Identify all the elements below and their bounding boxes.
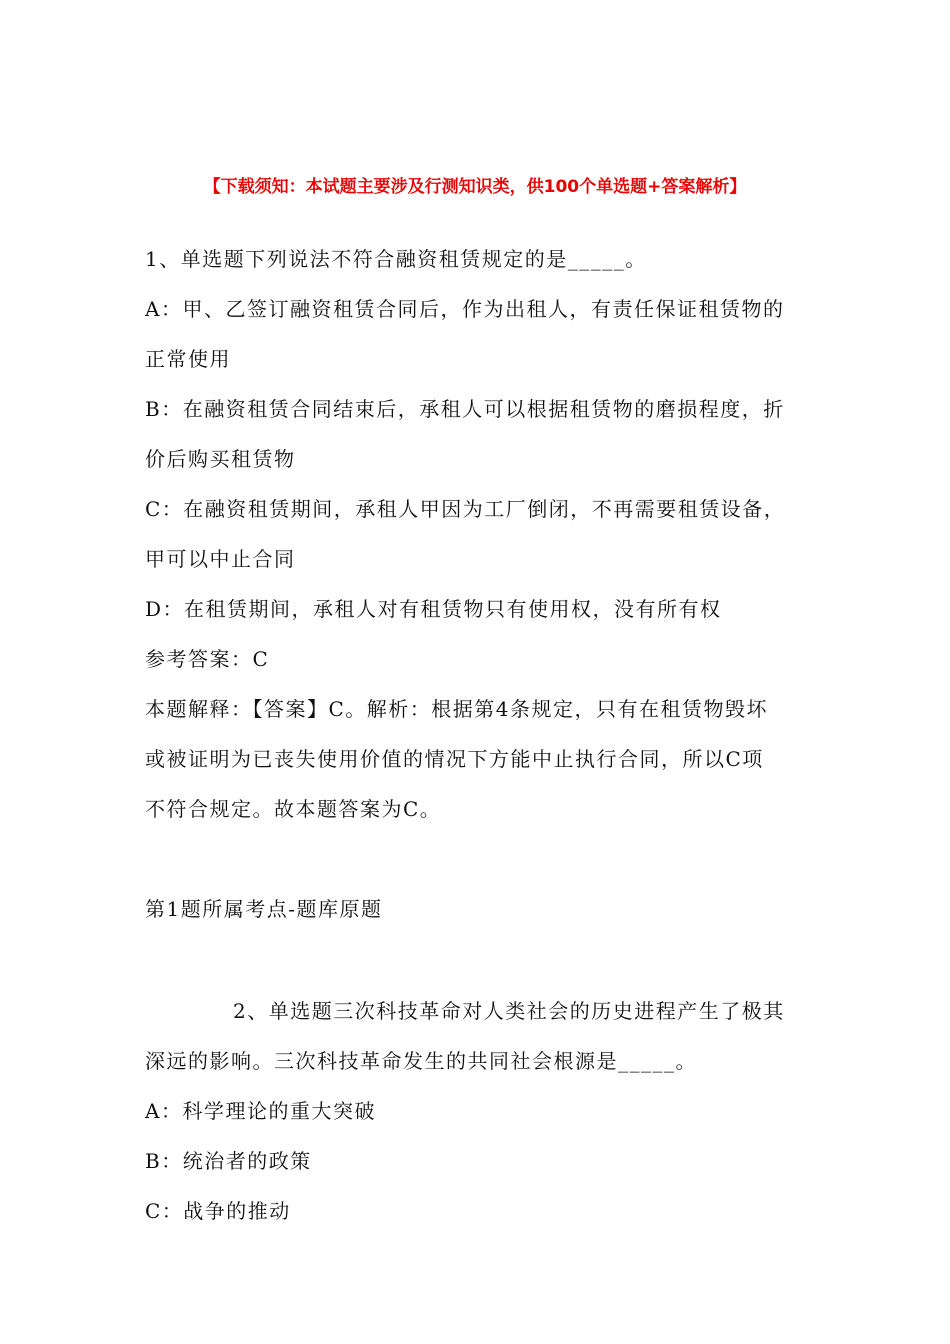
q1-reference-answer: 参考答案：C — [145, 647, 270, 671]
q2-option-b: B：统治者的政策 — [145, 1149, 312, 1173]
q2-option-a: A：科学理论的重大突破 — [145, 1099, 376, 1123]
q1-option-c-line2: 甲可以中止合同 — [145, 547, 296, 571]
q1-option-b-line2: 价后购买租赁物 — [145, 447, 296, 471]
download-notice: 【下载须知：本试题主要涉及行测知识类，供100个单选题+答案解析】 — [203, 177, 747, 197]
q1-option-d: D：在租赁期间，承租人对有租赁物只有使用权，没有所有权 — [145, 597, 722, 621]
question-content — [145, 234, 810, 1236]
q1-explanation-line1: 本题解释：【答案】C。解析：根据第4条规定，只有在租赁物毁坏 — [145, 697, 769, 721]
q1-option-c-line1: C：在融资租赁期间，承租人甲因为工厂倒闭，不再需要租赁设备， — [145, 497, 786, 521]
q1-option-b-line1: B：在融资租赁合同结束后，承租人可以根据租赁物的磨损程度，折 — [145, 397, 785, 421]
q2-stem-text: 2、单选题三次科技革命对人类社会的历史进程产生了极其 — [233, 999, 785, 1023]
q2-option-c: C：战争的推动 — [145, 1199, 291, 1223]
spacer — [145, 834, 810, 884]
q1-option-a-line2: 正常使用 — [145, 347, 231, 371]
q1-stem: 1、单选题下列说法不符合融资租赁规定的是_____。 — [145, 247, 647, 271]
q1-option-a-line1: A：甲、乙签订融资租赁合同后，作为出租人，有责任保证租赁物的 — [145, 297, 785, 321]
q2-stem-line2: 深远的影响。三次科技革命发生的共同社会根源是_____。 — [145, 1049, 697, 1073]
q1-topic: 第1题所属考点-题库原题 — [145, 897, 383, 921]
spacer — [145, 934, 810, 986]
q1-explanation-line3: 不符合规定。故本题答案为C。 — [145, 797, 442, 821]
q1-explanation-line2: 或被证明为已丧失使用价值的情况下方能中止执行合同，所以C项 — [145, 747, 764, 771]
q2-stem-line1 — [145, 986, 810, 1036]
